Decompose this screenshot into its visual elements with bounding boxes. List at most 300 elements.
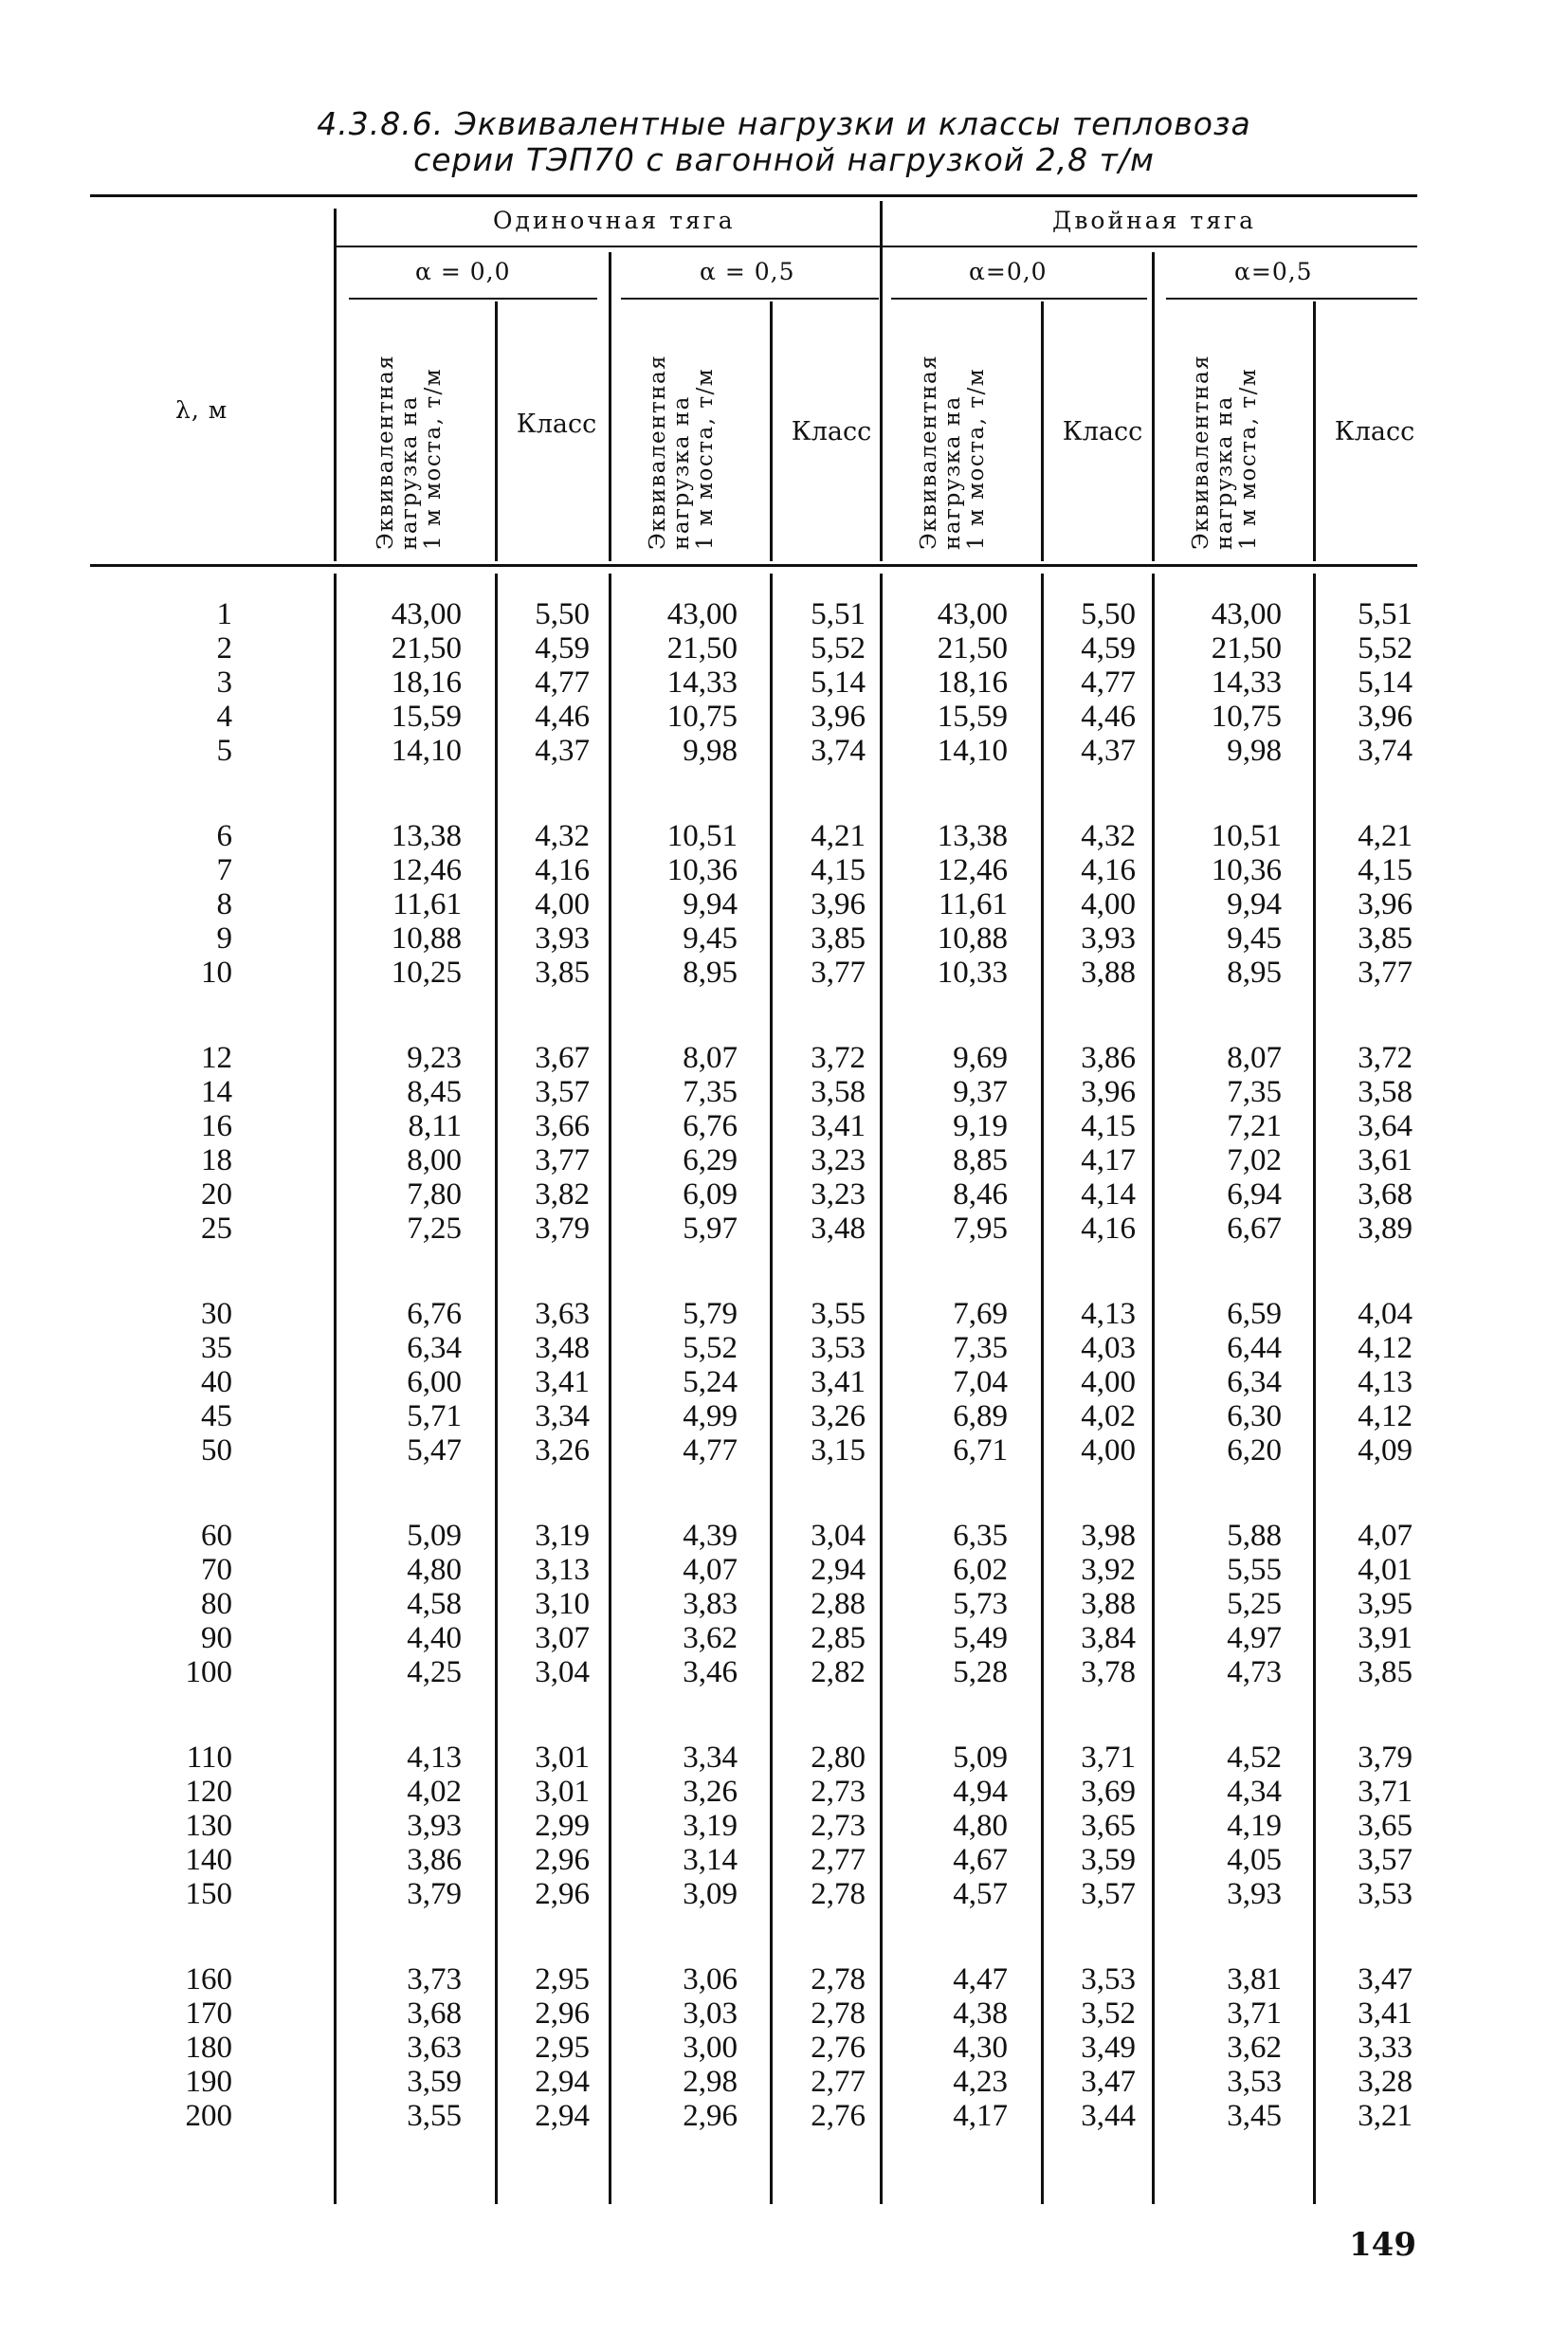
- table-cell: 3,53: [811, 1331, 866, 1365]
- group-gap: [1171, 990, 1282, 1041]
- group-gap: [142, 768, 232, 819]
- group-gap: [351, 768, 462, 819]
- table-cell: 7,02: [1227, 1143, 1282, 1177]
- table-cell: 3,86: [407, 1843, 462, 1877]
- table-cell: 4,58: [407, 1587, 462, 1621]
- table-cell: 4,46: [535, 700, 590, 734]
- table-cell: 4,02: [1081, 1399, 1136, 1433]
- table-cell: 3,74: [1358, 734, 1413, 768]
- table-cell: 5,52: [811, 631, 866, 665]
- table-cell: 3,04: [811, 1519, 866, 1553]
- table-cell: 5,47: [407, 1433, 462, 1468]
- table-cell: 130: [185, 1809, 232, 1843]
- table-cell: 6,29: [683, 1143, 738, 1177]
- table-cell: 9,23: [407, 1041, 462, 1075]
- table-cell: 6,44: [1227, 1331, 1282, 1365]
- table-cell: 40: [201, 1365, 232, 1399]
- table-cell: 3,01: [535, 1741, 590, 1775]
- table-cell: 2,94: [535, 2099, 590, 2133]
- table-cell: 9,45: [683, 921, 738, 956]
- table-cell: 3,26: [811, 1399, 866, 1433]
- group-gap: [1322, 1689, 1413, 1741]
- table-cell: 2,76: [811, 2031, 866, 2065]
- table-cell: 3,77: [1358, 956, 1413, 990]
- table-cell: 6,67: [1227, 1212, 1282, 1246]
- table-cell: 4,15: [1081, 1109, 1136, 1143]
- table-cell: 3,06: [683, 1962, 738, 1996]
- table-cell: 4,37: [1081, 734, 1136, 768]
- table-cell: 6,09: [683, 1177, 738, 1212]
- table-cell: 4,80: [407, 1553, 462, 1587]
- table-cell: 4,07: [1358, 1519, 1413, 1553]
- table-cell: 5: [216, 734, 232, 768]
- table-cell: 4,99: [683, 1399, 738, 1433]
- table-cell: 2,78: [811, 1996, 866, 2031]
- table-cell: 5,88: [1227, 1519, 1282, 1553]
- table-cell: 2,80: [811, 1741, 866, 1775]
- table-cell: 3,91: [1358, 1621, 1413, 1655]
- table-cell: 2,96: [535, 1996, 590, 2031]
- table-cell: 4,07: [683, 1553, 738, 1587]
- table-cell: 3,04: [535, 1655, 590, 1689]
- table-cell: 3,65: [1081, 1809, 1136, 1843]
- table-cell: 7,69: [953, 1297, 1008, 1331]
- table-cell: 3,44: [1081, 2099, 1136, 2133]
- table-cell: 3,65: [1358, 1809, 1413, 1843]
- class-header-2: Класс: [791, 417, 872, 447]
- group-gap: [502, 1246, 590, 1297]
- table-cell: 180: [185, 2031, 232, 2065]
- table-cell: 6,34: [407, 1331, 462, 1365]
- single-a05-load-column: [626, 597, 738, 2133]
- table-cell: 3,13: [535, 1553, 590, 1587]
- table-cell: 6,76: [407, 1297, 462, 1331]
- group-gap: [1322, 1246, 1413, 1297]
- table-cell: 3,71: [1081, 1741, 1136, 1775]
- table-cell: 3,96: [811, 887, 866, 921]
- table-cell: 5,79: [683, 1297, 738, 1331]
- table-cell: 3,69: [1081, 1775, 1136, 1809]
- table-cell: 6,94: [1227, 1177, 1282, 1212]
- table-cell: 4,00: [1081, 887, 1136, 921]
- group-gap: [1048, 1468, 1136, 1519]
- table-cell: 30: [201, 1297, 232, 1331]
- group-gap: [626, 1246, 738, 1297]
- table-cell: 3,33: [1358, 2031, 1413, 2065]
- table-cell: 3,03: [683, 1996, 738, 2031]
- table-cell: 3,62: [683, 1621, 738, 1655]
- table-cell: 4,59: [535, 631, 590, 665]
- table-cell: 4,67: [953, 1843, 1008, 1877]
- table-cell: 4,73: [1227, 1655, 1282, 1689]
- table-cell: 2,82: [811, 1655, 866, 1689]
- table-cell: 110: [186, 1741, 232, 1775]
- table-cell: 4,21: [1358, 819, 1413, 853]
- table-cell: 8,46: [953, 1177, 1008, 1212]
- group-gap: [1048, 768, 1136, 819]
- table-cell: 4,16: [1081, 1212, 1136, 1246]
- table-cell: 3,59: [407, 2065, 462, 2099]
- table-cell: 3,57: [1081, 1877, 1136, 1911]
- table-cell: 3,59: [1081, 1843, 1136, 1877]
- table-cell: 6,76: [683, 1109, 738, 1143]
- table-cell: 4,97: [1227, 1621, 1282, 1655]
- group-gap: [142, 1468, 232, 1519]
- table-cell: 7,35: [1227, 1075, 1282, 1109]
- table-cell: 8,07: [1227, 1041, 1282, 1075]
- table-cell: 3,09: [683, 1877, 738, 1911]
- table-cell: 3,98: [1081, 1519, 1136, 1553]
- group-gap: [777, 1911, 866, 1962]
- vline-header-c: [609, 252, 611, 561]
- table-cell: 4,17: [1081, 1143, 1136, 1177]
- table-cell: 8,07: [683, 1041, 738, 1075]
- group-gap: [1048, 1246, 1136, 1297]
- table-cell: 4,38: [953, 1996, 1008, 2031]
- table-cell: 6,71: [953, 1433, 1008, 1468]
- group-gap: [351, 1911, 462, 1962]
- table-cell: 3,66: [535, 1109, 590, 1143]
- table-cell: 2,78: [811, 1962, 866, 1996]
- table-cell: 3,83: [683, 1587, 738, 1621]
- table-cell: 4,03: [1081, 1331, 1136, 1365]
- alpha-header-2: α = 0,5: [700, 258, 795, 285]
- alpha-rule-3: [891, 298, 1147, 300]
- double-a0-load-column: [896, 597, 1008, 2133]
- table-cell: 13,38: [937, 819, 1008, 853]
- table-cell: 4,12: [1358, 1331, 1413, 1365]
- table-cell: 10,25: [391, 956, 462, 990]
- table-cell: 150: [185, 1877, 232, 1911]
- class-header-1: Класс: [516, 410, 597, 439]
- table-cell: 200: [185, 2099, 232, 2133]
- table-cell: 170: [185, 1996, 232, 2031]
- table-cell: 4,23: [953, 2065, 1008, 2099]
- table-cell: 6,20: [1227, 1433, 1282, 1468]
- table-cell: 3,53: [1227, 2065, 1282, 2099]
- table-cell: 14,33: [666, 665, 738, 700]
- table-cell: 3,49: [1081, 2031, 1136, 2065]
- table-cell: 3,79: [1358, 1741, 1413, 1775]
- group-gap: [502, 1689, 590, 1741]
- table-cell: 18,16: [937, 665, 1008, 700]
- table-cell: 5,25: [1227, 1587, 1282, 1621]
- table-cell: 5,49: [953, 1621, 1008, 1655]
- group-gap: [777, 1468, 866, 1519]
- table-cell: 4,13: [1081, 1297, 1136, 1331]
- table-cell: 2,78: [811, 1877, 866, 1911]
- table-cell: 4,14: [1081, 1177, 1136, 1212]
- double-traction-header: Двойная тяга: [1052, 207, 1257, 234]
- table-cell: 8,11: [408, 1109, 462, 1143]
- table-cell: 2,96: [535, 1843, 590, 1877]
- table-cell: 5,52: [1358, 631, 1413, 665]
- table-cell: 3,19: [535, 1519, 590, 1553]
- table-cell: 9,98: [1227, 734, 1282, 768]
- table-cell: 4,52: [1227, 1741, 1282, 1775]
- table-cell: 10: [201, 956, 232, 990]
- table-cell: 6,00: [407, 1365, 462, 1399]
- table-cell: 4,01: [1358, 1553, 1413, 1587]
- table-cell: 10,51: [1211, 819, 1282, 853]
- group-gap: [351, 1246, 462, 1297]
- table-cell: 3,88: [1081, 1587, 1136, 1621]
- group-gap: [502, 768, 590, 819]
- table-cell: 3,47: [1081, 2065, 1136, 2099]
- table-cell: 3,14: [683, 1843, 738, 1877]
- table-cell: 6,59: [1227, 1297, 1282, 1331]
- group-gap: [1171, 1911, 1282, 1962]
- table-cell: 3,10: [535, 1587, 590, 1621]
- alpha-rule-4: [1166, 298, 1417, 300]
- table-cell: 4,00: [535, 887, 590, 921]
- table-cell: 3,63: [407, 2031, 462, 2065]
- alpha-rule-2: [621, 298, 879, 300]
- table-cell: 11,61: [938, 887, 1008, 921]
- load-header-1: Эквивалентная нагрузка на 1 м моста, т/м: [374, 354, 446, 550]
- table-cell: 3,23: [811, 1143, 866, 1177]
- title-line-1: 4.3.8.6. Эквивалентные нагрузки и классы тепловоза: [317, 105, 1251, 142]
- group-gap: [351, 1689, 462, 1741]
- table-cell: 5,14: [1358, 665, 1413, 700]
- table-cell: 3,73: [407, 1962, 462, 1996]
- table-cell: 3,19: [683, 1809, 738, 1843]
- table-cell: 6,02: [953, 1553, 1008, 1587]
- table-cell: 43,00: [666, 597, 738, 631]
- table-cell: 4: [216, 700, 232, 734]
- table-cell: 3,67: [535, 1041, 590, 1075]
- table-cell: 2,94: [535, 2065, 590, 2099]
- table-cell: 7,80: [407, 1177, 462, 1212]
- table-cell: 3,85: [1358, 1655, 1413, 1689]
- group-gap: [142, 990, 232, 1041]
- table-cell: 6,30: [1227, 1399, 1282, 1433]
- vline-body-a: [334, 574, 337, 2204]
- table-cell: 3,55: [811, 1297, 866, 1331]
- table-cell: 14,33: [1211, 665, 1282, 700]
- table-cell: 7,95: [953, 1212, 1008, 1246]
- group-gap: [626, 1911, 738, 1962]
- table-cell: 4,57: [953, 1877, 1008, 1911]
- table-cell: 4,15: [1358, 853, 1413, 887]
- table-cell: 3,48: [811, 1212, 866, 1246]
- table-cell: 5,50: [1081, 597, 1136, 631]
- table-cell: 2,96: [535, 1877, 590, 1911]
- table-cell: 2,88: [811, 1587, 866, 1621]
- table-cell: 4,16: [1081, 853, 1136, 887]
- table-cell: 3,93: [407, 1809, 462, 1843]
- table-cell: 18,16: [391, 665, 462, 700]
- alpha-header-3: α=0,0: [969, 258, 1048, 285]
- table-cell: 10,75: [666, 700, 738, 734]
- table-cell: 4,77: [683, 1433, 738, 1468]
- table-cell: 3,21: [1358, 2099, 1413, 2133]
- group-gap: [1171, 1246, 1282, 1297]
- group-gap: [1048, 1689, 1136, 1741]
- table-cell: 2,73: [811, 1809, 866, 1843]
- table-cell: 9,98: [683, 734, 738, 768]
- table-cell: 4,13: [407, 1741, 462, 1775]
- table-cell: 7,35: [953, 1331, 1008, 1365]
- table-cell: 4,77: [1081, 665, 1136, 700]
- table-cell: 2,77: [811, 2065, 866, 2099]
- table-cell: 3,57: [1358, 1843, 1413, 1877]
- table-cell: 7,21: [1227, 1109, 1282, 1143]
- table-cell: 12: [201, 1041, 232, 1075]
- top-rule: [90, 194, 1417, 197]
- group-gap: [502, 1911, 590, 1962]
- table-cell: 2,95: [535, 2031, 590, 2065]
- table-cell: 3,46: [683, 1655, 738, 1689]
- table-cell: 3,92: [1081, 1553, 1136, 1587]
- table-cell: 3,34: [535, 1399, 590, 1433]
- table-cell: 4,30: [953, 2031, 1008, 2065]
- table-cell: 25: [201, 1212, 232, 1246]
- table-cell: 2,99: [535, 1809, 590, 1843]
- table-cell: 3,85: [535, 956, 590, 990]
- table-cell: 8,00: [407, 1143, 462, 1177]
- table-cell: 4,32: [535, 819, 590, 853]
- alpha-header-1: α = 0,0: [415, 258, 511, 285]
- table-cell: 3,77: [811, 956, 866, 990]
- table-cell: 5,97: [683, 1212, 738, 1246]
- table-cell: 7: [216, 853, 232, 887]
- table-cell: 3,96: [1358, 700, 1413, 734]
- alpha-rule-1: [349, 298, 597, 300]
- table-cell: 3,34: [683, 1741, 738, 1775]
- table-cell: 15,59: [937, 700, 1008, 734]
- table-cell: 3,81: [1227, 1962, 1282, 1996]
- group-gap: [1322, 990, 1413, 1041]
- table-cell: 13,38: [391, 819, 462, 853]
- table-cell: 3,55: [407, 2099, 462, 2133]
- table-cell: 5,28: [953, 1655, 1008, 1689]
- table-cell: 3,71: [1358, 1775, 1413, 1809]
- vline-header-e: [880, 201, 883, 561]
- table-cell: 3,58: [1358, 1075, 1413, 1109]
- table-cell: 4,05: [1227, 1843, 1282, 1877]
- traction-rule: [337, 246, 1417, 247]
- table-cell: 3,79: [407, 1877, 462, 1911]
- table-cell: 4,94: [953, 1775, 1008, 1809]
- page-number: 149: [1349, 2226, 1416, 2264]
- table-cell: 9,69: [953, 1041, 1008, 1075]
- table-cell: 3,41: [811, 1109, 866, 1143]
- table-cell: 5,09: [953, 1741, 1008, 1775]
- group-gap: [1171, 1689, 1282, 1741]
- vline-body-g: [1152, 574, 1155, 2204]
- table-cell: 3,71: [1227, 1996, 1282, 2031]
- table-cell: 3,23: [811, 1177, 866, 1212]
- table-cell: 14: [201, 1075, 232, 1109]
- table-cell: 12,46: [937, 853, 1008, 887]
- table-cell: 7,35: [683, 1075, 738, 1109]
- table-cell: 4,13: [1358, 1365, 1413, 1399]
- group-gap: [142, 1246, 232, 1297]
- table-cell: 3,53: [1358, 1877, 1413, 1911]
- table-cell: 90: [201, 1621, 232, 1655]
- table-cell: 3,86: [1081, 1041, 1136, 1075]
- table-cell: 5,71: [407, 1399, 462, 1433]
- table-cell: 43,00: [1211, 597, 1282, 631]
- load-header-2: Эквивалентная нагрузка на 1 м моста, т/м: [646, 354, 718, 550]
- table-cell: 3,93: [1227, 1877, 1282, 1911]
- table-cell: 5,51: [811, 597, 866, 631]
- group-gap: [351, 990, 462, 1041]
- table-cell: 5,51: [1358, 597, 1413, 631]
- table-cell: 16: [201, 1109, 232, 1143]
- table-cell: 3,57: [535, 1075, 590, 1109]
- table-cell: 7,25: [407, 1212, 462, 1246]
- single-a0-load-column: [351, 597, 462, 2133]
- table-cell: 5,55: [1227, 1553, 1282, 1587]
- group-gap: [896, 768, 1008, 819]
- table-cell: 2,76: [811, 2099, 866, 2133]
- group-gap: [1322, 1468, 1413, 1519]
- table-cell: 3,88: [1081, 956, 1136, 990]
- table-cell: 3,15: [811, 1433, 866, 1468]
- table-cell: 6,34: [1227, 1365, 1282, 1399]
- table-cell: 3,28: [1358, 2065, 1413, 2099]
- single-a0-class-column: [502, 597, 590, 2133]
- table-cell: 3,93: [535, 921, 590, 956]
- group-gap: [1171, 768, 1282, 819]
- vline-body-e: [880, 574, 883, 2204]
- vline-body-h: [1313, 574, 1316, 2204]
- table-cell: 3,72: [1358, 1041, 1413, 1075]
- table-cell: 10,75: [1211, 700, 1282, 734]
- group-gap: [626, 768, 738, 819]
- table-cell: 21,50: [391, 631, 462, 665]
- vline-body-c: [609, 574, 611, 2204]
- table-cell: 3,53: [1081, 1962, 1136, 1996]
- table-cell: 3,85: [1358, 921, 1413, 956]
- table-cell: 3,47: [1358, 1962, 1413, 1996]
- table-cell: 4,19: [1227, 1809, 1282, 1843]
- table-cell: 3,00: [683, 2031, 738, 2065]
- table-cell: 3,01: [535, 1775, 590, 1809]
- table-cell: 2,85: [811, 1621, 866, 1655]
- single-a05-class-column: [777, 597, 866, 2133]
- table-cell: 9,94: [1227, 887, 1282, 921]
- table-cell: 4,37: [535, 734, 590, 768]
- table-cell: 3: [216, 665, 232, 700]
- group-gap: [626, 1689, 738, 1741]
- table-cell: 3,26: [535, 1433, 590, 1468]
- group-gap: [896, 1468, 1008, 1519]
- table-cell: 3,64: [1358, 1109, 1413, 1143]
- vline-header-f: [1041, 301, 1044, 561]
- table-cell: 190: [185, 2065, 232, 2099]
- group-gap: [502, 1468, 590, 1519]
- table-cell: 3,85: [811, 921, 866, 956]
- table-cell: 70: [201, 1553, 232, 1587]
- table-cell: 14,10: [937, 734, 1008, 768]
- table-cell: 4,21: [811, 819, 866, 853]
- table-cell: 43,00: [937, 597, 1008, 631]
- table-cell: 4,39: [683, 1519, 738, 1553]
- table-cell: 3,41: [535, 1365, 590, 1399]
- group-gap: [1171, 1468, 1282, 1519]
- group-gap: [777, 1689, 866, 1741]
- table-cell: 5,24: [683, 1365, 738, 1399]
- table-cell: 9,37: [953, 1075, 1008, 1109]
- table-cell: 2,96: [683, 2099, 738, 2133]
- table-cell: 4,09: [1358, 1433, 1413, 1468]
- table-cell: 45: [201, 1399, 232, 1433]
- table-cell: 4,34: [1227, 1775, 1282, 1809]
- table-cell: 4,04: [1358, 1297, 1413, 1331]
